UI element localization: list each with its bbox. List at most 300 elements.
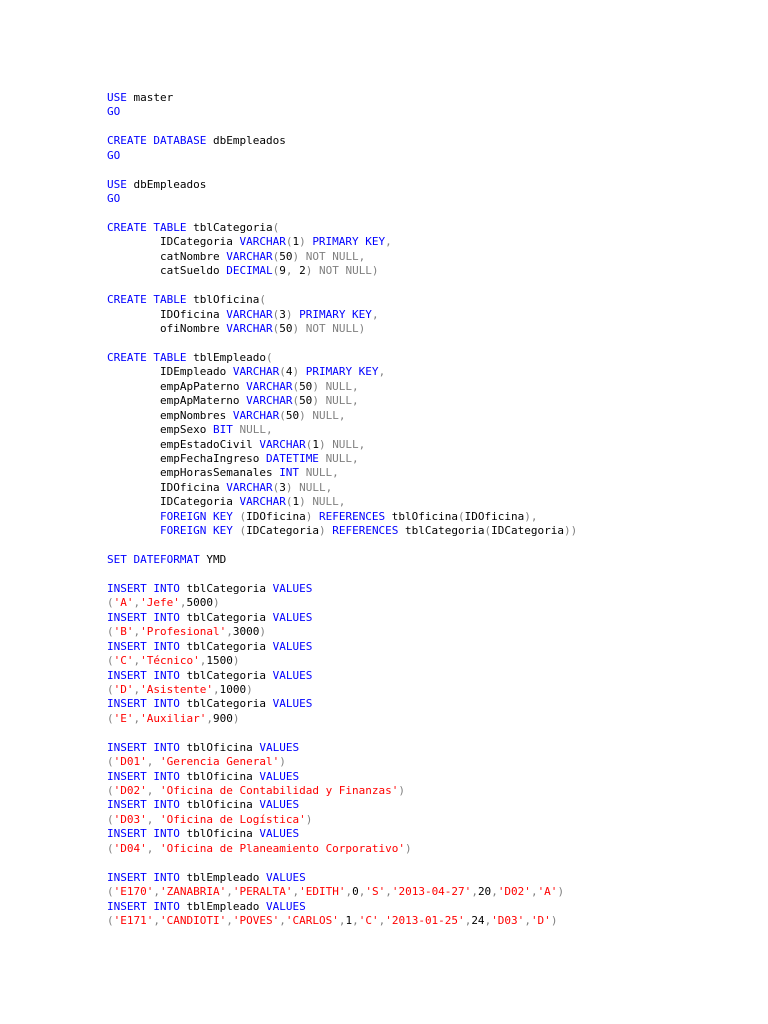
code-token: YMD bbox=[199, 553, 227, 566]
code-token: , bbox=[371, 307, 379, 321]
code-line bbox=[107, 394, 577, 408]
code-token: 'D03' bbox=[113, 812, 147, 826]
code-token: ( bbox=[107, 596, 114, 610]
code-token: NOT NULL, bbox=[305, 249, 366, 263]
code-token: , bbox=[133, 654, 141, 668]
code-token: , bbox=[146, 784, 154, 797]
code-token: ofiNombre bbox=[107, 322, 227, 335]
code-token: INSERT bbox=[107, 827, 147, 841]
code-token: VARCHAR bbox=[246, 394, 293, 408]
code-token: ) bbox=[405, 841, 412, 855]
code-token bbox=[127, 553, 134, 566]
code-token: INTO bbox=[153, 740, 180, 754]
code-token: INTO bbox=[153, 581, 180, 595]
code-token: ) bbox=[279, 755, 286, 769]
code-token: tblOficina bbox=[179, 827, 260, 841]
code-token: ( bbox=[272, 264, 280, 278]
code-token: ( bbox=[285, 495, 293, 509]
code-token: 'D02' bbox=[497, 885, 531, 899]
code-token bbox=[153, 755, 160, 768]
code-token bbox=[312, 264, 319, 277]
code-token: 'Técnico' bbox=[140, 654, 200, 668]
code-token: DATETIME bbox=[265, 451, 319, 465]
code-token: 'D01' bbox=[113, 755, 147, 769]
code-token: ( bbox=[484, 524, 492, 538]
code-token: 'Oficina de Logística' bbox=[160, 812, 306, 826]
code-token: DATEFORMAT bbox=[133, 553, 200, 566]
code-line bbox=[107, 553, 577, 567]
code-token: , bbox=[153, 885, 160, 899]
code-token bbox=[319, 394, 326, 407]
code-token: NULL, bbox=[325, 394, 359, 408]
code-token: 'Oficina de Planeamiento Corporativo' bbox=[160, 841, 406, 855]
code-token: NULL, bbox=[312, 495, 346, 509]
code-token: 1 bbox=[345, 913, 353, 927]
code-token: , bbox=[133, 625, 141, 639]
code-token: ) bbox=[259, 625, 266, 639]
code-token: NOT NULL) bbox=[318, 264, 379, 278]
code-token: TABLE bbox=[153, 293, 187, 307]
code-line bbox=[107, 380, 577, 394]
code-token: )) bbox=[564, 524, 578, 538]
code-token: , bbox=[358, 885, 366, 899]
code-line bbox=[107, 885, 577, 899]
code-token: ) bbox=[285, 307, 293, 321]
code-token: 'D' bbox=[113, 682, 134, 696]
code-token: ( bbox=[107, 625, 114, 639]
code-token: INTO bbox=[153, 668, 180, 682]
code-line bbox=[107, 91, 577, 105]
code-token: INSERT bbox=[107, 899, 147, 913]
code-token: VALUES bbox=[272, 581, 313, 595]
code-token: IDOficina bbox=[107, 307, 227, 321]
code-line bbox=[107, 264, 577, 278]
code-token: TABLE bbox=[153, 220, 187, 234]
code-token: INTO bbox=[153, 870, 180, 884]
code-token: , bbox=[226, 913, 233, 927]
code-line bbox=[107, 423, 577, 437]
code-token: VARCHAR bbox=[226, 307, 273, 321]
code-token: ) bbox=[292, 365, 300, 379]
code-line bbox=[107, 149, 577, 163]
code-line bbox=[107, 163, 577, 177]
code-token: 'E171' bbox=[113, 913, 154, 927]
code-token: ) bbox=[318, 437, 326, 451]
code-token: 5000 bbox=[186, 596, 213, 610]
code-token: 4 bbox=[285, 365, 293, 379]
code-token: 'E170' bbox=[113, 885, 154, 899]
code-token: ( bbox=[272, 220, 280, 234]
code-token: ( bbox=[239, 509, 247, 523]
code-line bbox=[107, 221, 577, 235]
code-token: 20 bbox=[477, 885, 492, 899]
code-token: ) bbox=[550, 913, 558, 927]
code-token: , bbox=[146, 755, 154, 769]
code-token: , bbox=[464, 913, 472, 927]
code-token: ( bbox=[107, 913, 114, 927]
code-token: VARCHAR bbox=[226, 322, 273, 335]
code-token: ( bbox=[272, 322, 280, 335]
code-token: IDOficina bbox=[107, 480, 227, 494]
code-token bbox=[299, 466, 306, 479]
code-token: VARCHAR bbox=[246, 379, 293, 393]
code-token: VARCHAR bbox=[259, 437, 306, 451]
code-token: SET bbox=[107, 553, 127, 566]
code-token: , bbox=[378, 365, 386, 379]
code-line bbox=[107, 596, 577, 610]
code-token: tblCategoria bbox=[179, 639, 273, 653]
code-line bbox=[107, 452, 577, 466]
code-token: NOT NULL) bbox=[305, 322, 366, 335]
code-token: empApMaterno bbox=[107, 394, 247, 408]
code-token: INSERT bbox=[107, 769, 147, 783]
code-line bbox=[107, 755, 577, 769]
code-token: INTO bbox=[153, 769, 180, 783]
code-token: ( bbox=[279, 365, 286, 379]
code-token: 'E' bbox=[113, 711, 134, 725]
code-token: , bbox=[226, 625, 233, 639]
code-token: , bbox=[279, 913, 286, 927]
code-token: 'Profesional' bbox=[140, 625, 227, 639]
code-token: INTO bbox=[153, 798, 180, 812]
code-token: ) bbox=[312, 394, 319, 408]
code-token: ( bbox=[285, 235, 293, 249]
code-token: 1 bbox=[292, 495, 300, 509]
code-token: ) bbox=[299, 495, 306, 509]
code-token: IDCategoria bbox=[107, 495, 240, 509]
code-line bbox=[107, 654, 577, 668]
code-token: ) bbox=[285, 480, 293, 494]
code-line bbox=[107, 712, 577, 726]
code-token: INSERT bbox=[107, 610, 147, 624]
code-token: , bbox=[153, 913, 160, 927]
code-token: ( bbox=[265, 350, 273, 364]
code-token: IDOficina bbox=[246, 509, 306, 523]
code-token: ( bbox=[259, 293, 266, 307]
code-token: ( bbox=[107, 812, 114, 826]
code-token: 'POVES' bbox=[232, 913, 280, 927]
code-token: empEstadoCivil bbox=[107, 437, 260, 451]
code-token: VALUES bbox=[272, 668, 313, 682]
code-token: ( bbox=[292, 394, 300, 408]
code-token: 50 bbox=[299, 379, 313, 393]
code-token: , bbox=[484, 913, 492, 927]
code-token: IDCategoria bbox=[107, 235, 240, 249]
code-token bbox=[299, 365, 306, 378]
code-line bbox=[107, 438, 577, 452]
code-token: ( bbox=[279, 408, 286, 422]
code-token: DECIMAL bbox=[226, 264, 273, 278]
code-token: 3 bbox=[279, 307, 286, 321]
code-token: empSexo bbox=[107, 423, 213, 437]
code-token: IDOficina bbox=[464, 509, 525, 523]
code-line bbox=[107, 726, 577, 740]
code-token bbox=[319, 380, 326, 393]
code-token: 'Gerencia General' bbox=[160, 755, 280, 769]
code-token: 50 bbox=[279, 249, 293, 263]
code-token: 9 bbox=[279, 264, 286, 278]
code-line bbox=[107, 683, 577, 697]
code-line bbox=[107, 582, 577, 596]
code-token: NULL, bbox=[325, 379, 359, 393]
code-line bbox=[107, 336, 577, 350]
code-line bbox=[107, 539, 577, 553]
code-token: 'CANDIOTI' bbox=[160, 913, 227, 927]
code-token bbox=[153, 784, 160, 797]
code-token: 'EDITH' bbox=[299, 885, 346, 899]
code-token: ( bbox=[239, 524, 247, 538]
code-token: VALUES bbox=[265, 899, 306, 913]
code-token: BIT bbox=[212, 423, 233, 437]
code-token: tblCategoria bbox=[179, 668, 273, 682]
code-token: tblCategoria bbox=[186, 220, 273, 234]
code-line bbox=[107, 669, 577, 683]
code-token: NULL, bbox=[305, 466, 339, 480]
code-line bbox=[107, 871, 577, 885]
code-token: , bbox=[146, 812, 154, 826]
code-token: VARCHAR bbox=[232, 408, 280, 422]
code-token: ( bbox=[292, 379, 300, 393]
code-line bbox=[107, 524, 577, 538]
code-token: ( bbox=[107, 711, 114, 725]
code-token: CREATE bbox=[107, 134, 147, 148]
code-line bbox=[107, 856, 577, 870]
code-token: tblOficina bbox=[179, 798, 260, 812]
code-token bbox=[319, 452, 326, 465]
code-line bbox=[107, 510, 577, 524]
code-token: tblOficina bbox=[179, 740, 260, 754]
code-line bbox=[107, 365, 577, 379]
code-line bbox=[107, 322, 577, 336]
code-token: NULL, bbox=[312, 408, 346, 422]
code-token: , bbox=[199, 654, 207, 668]
code-line bbox=[107, 466, 577, 480]
code-line bbox=[107, 640, 577, 654]
code-token: NULL, bbox=[332, 437, 366, 451]
code-token: INTO bbox=[153, 639, 180, 653]
code-token: ) bbox=[305, 264, 313, 278]
code-token: ( bbox=[272, 307, 280, 321]
code-token: ) bbox=[305, 509, 313, 523]
code-token: tblOficina bbox=[186, 293, 260, 307]
code-token: tblEmpleado bbox=[186, 350, 266, 364]
code-token: ) bbox=[312, 379, 319, 393]
code-token: REFERENCES bbox=[318, 509, 386, 523]
code-token: empFechaIngreso bbox=[107, 451, 266, 465]
code-line bbox=[107, 914, 577, 928]
code-token: INT bbox=[279, 466, 300, 480]
code-token: 'D04' bbox=[113, 841, 147, 855]
code-token: ( bbox=[272, 480, 280, 494]
code-line bbox=[107, 770, 577, 784]
code-line bbox=[107, 105, 577, 119]
code-token: VARCHAR bbox=[239, 235, 286, 249]
code-token: INTO bbox=[153, 899, 180, 913]
code-token: 'A' bbox=[537, 885, 558, 899]
code-token: GO bbox=[107, 105, 121, 119]
code-token: , bbox=[471, 885, 478, 899]
code-token: 'Oficina de Contabilidad y Finanzas' bbox=[160, 784, 399, 797]
code-token: 'C' bbox=[358, 913, 379, 927]
code-line bbox=[107, 495, 577, 509]
code-token: 'D02' bbox=[113, 784, 147, 797]
code-line bbox=[107, 784, 577, 798]
code-token: tblCategoria bbox=[179, 697, 273, 711]
code-token: INTO bbox=[153, 610, 180, 624]
code-token: , bbox=[133, 711, 141, 725]
code-line bbox=[107, 481, 577, 495]
code-token: 1500 bbox=[206, 654, 233, 668]
code-token: 1 bbox=[312, 437, 319, 451]
code-token: empHorasSemanales bbox=[107, 466, 280, 480]
code-token: VALUES bbox=[259, 740, 300, 754]
code-token: ( bbox=[272, 249, 280, 263]
code-token: , bbox=[226, 885, 233, 899]
code-token: 'Jefe' bbox=[140, 596, 180, 610]
code-token: empApPaterno bbox=[107, 379, 247, 393]
code-token: VALUES bbox=[272, 639, 313, 653]
code-token: PRIMARY KEY bbox=[312, 235, 386, 249]
code-token: PRIMARY KEY bbox=[299, 307, 372, 321]
code-token: REFERENCES bbox=[332, 524, 399, 538]
code-token: master bbox=[126, 91, 174, 104]
code-line bbox=[107, 842, 577, 856]
code-token: 'PERALTA' bbox=[232, 885, 293, 899]
code-token: 'A' bbox=[113, 596, 134, 610]
code-token: 3000 bbox=[232, 625, 260, 639]
code-token: NULL, bbox=[325, 451, 359, 465]
code-token: INSERT bbox=[107, 581, 147, 595]
code-token: tblCategoria bbox=[179, 610, 273, 624]
code-token: USE bbox=[107, 91, 127, 104]
code-token: , bbox=[206, 711, 213, 725]
code-token: , bbox=[338, 913, 346, 927]
code-token: DATABASE bbox=[153, 134, 207, 148]
code-line bbox=[107, 827, 577, 841]
code-line bbox=[107, 611, 577, 625]
code-line bbox=[107, 207, 577, 221]
code-token: VALUES bbox=[259, 769, 300, 783]
code-token: NULL, bbox=[299, 480, 333, 494]
code-token: 0 bbox=[352, 885, 359, 899]
code-token: 'C' bbox=[113, 654, 134, 668]
code-token: IDCategoria bbox=[491, 524, 565, 538]
code-line bbox=[107, 351, 577, 365]
code-token: VALUES bbox=[259, 827, 300, 841]
code-token: tblCategoria bbox=[398, 524, 485, 538]
code-line bbox=[107, 409, 577, 423]
code-token: , bbox=[285, 264, 293, 278]
code-token: ) bbox=[299, 408, 306, 422]
code-token: 24 bbox=[471, 913, 485, 927]
code-token: IDEmpleado bbox=[107, 365, 233, 379]
code-token: , bbox=[530, 885, 538, 899]
code-token: ) bbox=[292, 249, 300, 263]
code-token: INTO bbox=[153, 827, 180, 841]
code-token: FOREIGN KEY bbox=[159, 509, 233, 523]
code-line bbox=[107, 567, 577, 581]
code-token: ( bbox=[107, 654, 114, 668]
code-line bbox=[107, 134, 577, 148]
code-token: 'Auxiliar' bbox=[140, 711, 207, 725]
code-token: tblCategoria bbox=[179, 581, 273, 595]
code-token: 'CARLOS' bbox=[285, 913, 339, 927]
code-token: ( bbox=[458, 509, 465, 523]
code-token: GO bbox=[107, 192, 121, 206]
code-token: INSERT bbox=[107, 798, 147, 812]
code-token: , bbox=[146, 841, 154, 855]
code-token: VARCHAR bbox=[232, 365, 280, 379]
code-line bbox=[107, 697, 577, 711]
code-token: ) bbox=[213, 596, 220, 610]
code-token: ) bbox=[292, 322, 300, 335]
code-token: , bbox=[212, 682, 220, 696]
code-token: INSERT bbox=[107, 697, 147, 711]
code-token: IDCategoria bbox=[246, 524, 319, 538]
code-token bbox=[107, 510, 160, 523]
code-token: NULL, bbox=[239, 423, 273, 437]
code-token: , bbox=[491, 885, 498, 899]
code-token: tblOficina bbox=[385, 509, 459, 523]
code-token: 'Asistente' bbox=[140, 682, 213, 696]
code-token: ) bbox=[246, 682, 253, 696]
code-token: tblEmpleado bbox=[179, 870, 266, 884]
code-token: dbEmpleados bbox=[206, 134, 286, 148]
code-token: 1 bbox=[292, 235, 300, 249]
code-line bbox=[107, 813, 577, 827]
code-token: 50 bbox=[285, 408, 300, 422]
code-line bbox=[107, 279, 577, 293]
code-token: ) bbox=[299, 235, 306, 249]
code-line bbox=[107, 625, 577, 639]
code-line bbox=[107, 900, 577, 914]
code-token bbox=[299, 250, 306, 263]
code-token: 50 bbox=[299, 394, 313, 408]
code-token: VALUES bbox=[272, 697, 313, 711]
code-token: PRIMARY KEY bbox=[305, 365, 379, 379]
code-line bbox=[107, 293, 577, 307]
code-token: '2013-01-25' bbox=[385, 913, 465, 927]
code-token: , bbox=[345, 885, 353, 899]
code-token: ) bbox=[398, 784, 406, 797]
code-token: ) bbox=[557, 885, 565, 899]
code-token: , bbox=[524, 913, 531, 927]
code-token: catNombre bbox=[107, 249, 227, 263]
code-token: , bbox=[292, 885, 300, 899]
code-line bbox=[107, 798, 577, 812]
code-token: tblOficina bbox=[179, 769, 260, 783]
code-token bbox=[299, 322, 306, 335]
code-token: 3 bbox=[279, 480, 286, 494]
code-token: CREATE bbox=[107, 293, 147, 307]
code-token: , bbox=[385, 235, 392, 249]
code-token: INSERT bbox=[107, 668, 147, 682]
code-token: ) bbox=[232, 711, 240, 725]
code-token: INSERT bbox=[107, 639, 147, 653]
code-token bbox=[153, 813, 160, 826]
code-token: VARCHAR bbox=[239, 495, 286, 509]
code-token: 'B' bbox=[113, 625, 134, 639]
code-token: ( bbox=[107, 755, 114, 769]
code-token: empNombres bbox=[107, 408, 233, 422]
code-token: ( bbox=[107, 784, 114, 797]
code-line bbox=[107, 250, 577, 264]
code-token bbox=[312, 510, 319, 523]
code-line bbox=[107, 178, 577, 192]
code-token: FOREIGN KEY bbox=[159, 524, 233, 538]
code-token: ), bbox=[524, 509, 538, 523]
code-token: USE bbox=[107, 177, 127, 191]
